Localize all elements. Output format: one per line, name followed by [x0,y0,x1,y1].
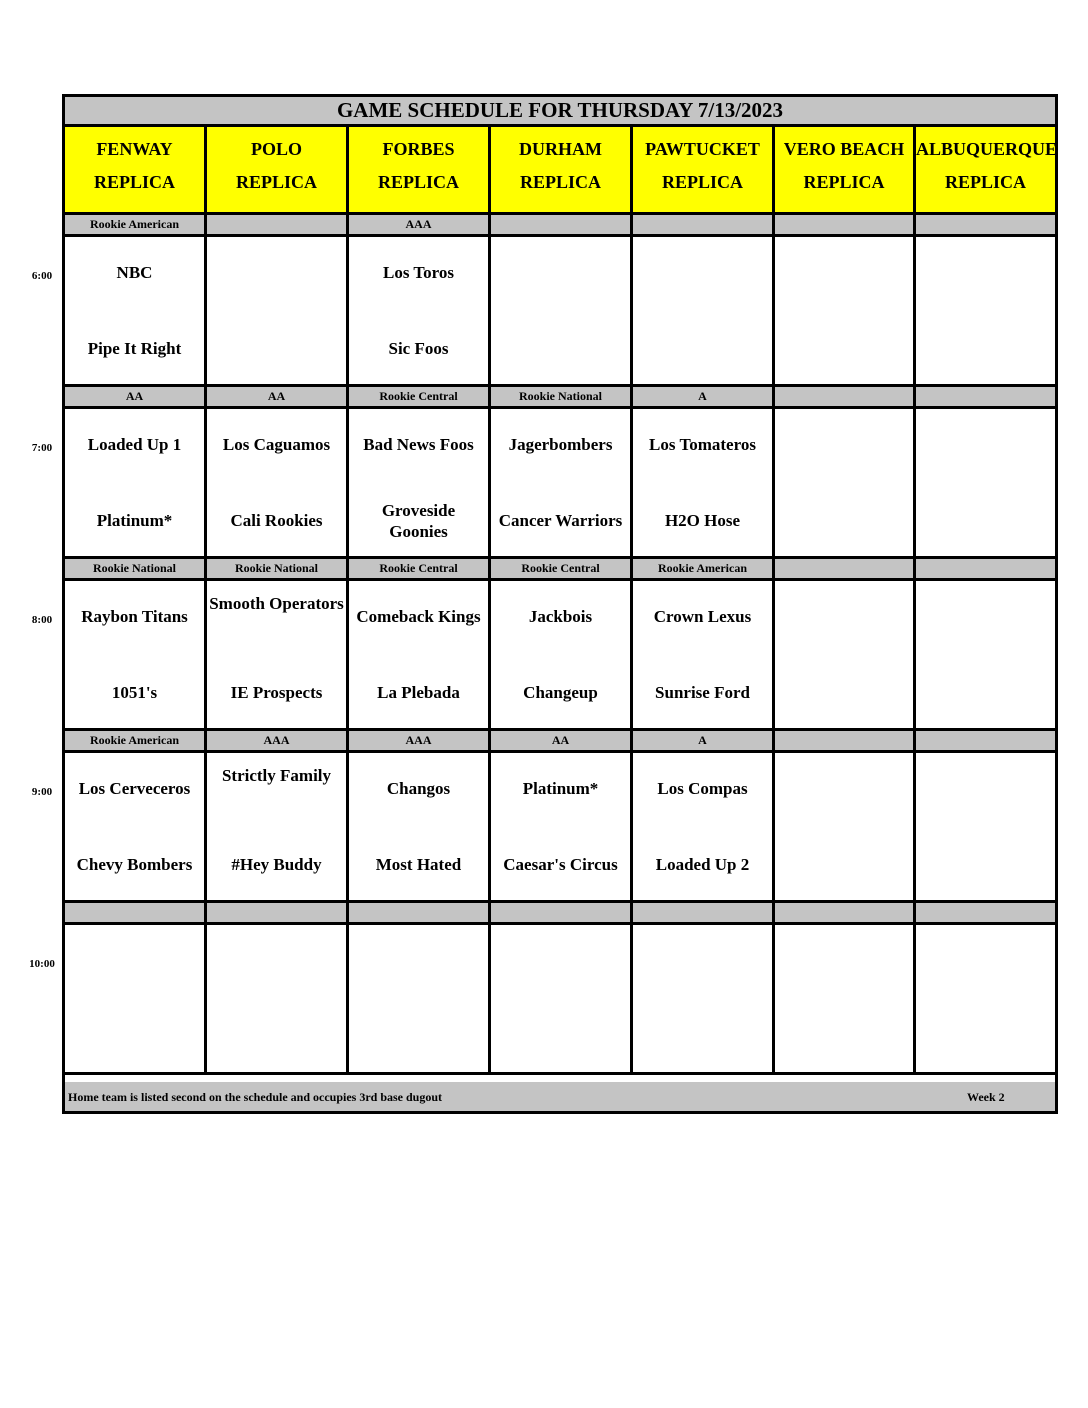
game-cell [491,753,633,903]
game-cell [775,237,916,387]
home-team: Loaded Up 2 [655,855,750,874]
division-label [207,903,349,925]
field-name: PAWTUCKET [645,139,760,159]
game-cell [65,753,207,903]
division-label: Rookie National [207,559,349,581]
field-type: REPLICA [519,172,601,192]
field-type: REPLICA [803,172,885,192]
time-label-8-00: 8:00 [31,614,53,626]
game-cell [65,409,207,559]
game-cell [65,237,207,387]
away-team: Los Caguamos [222,435,331,454]
division-label: Rookie Central [349,559,491,581]
game-cell [207,409,349,559]
game-cell [349,237,491,387]
home-team-note: Home team is listed second on the schedule and occupies 3rd base dugout [68,1090,443,1104]
away-team: Los Cerveceros [78,779,191,798]
away-team: Los Compas [657,779,748,798]
home-team: La Plebada [377,683,460,702]
division-label: A [633,387,775,409]
game-cell [207,753,349,903]
division-label: AA [491,731,633,753]
away-team: Platinum* [522,779,599,798]
division-label [207,215,349,237]
away-team: Comeback Kings [356,607,481,626]
division-label: Rookie Central [349,387,491,409]
game-cell [207,237,349,387]
home-team: Chevy Bombers [76,855,193,874]
game-cell [916,237,1055,387]
home-team: #Hey Buddy [231,855,322,874]
week-label: Week 2 [967,1090,1005,1104]
game-cell [775,581,916,731]
game-cell [349,409,491,559]
time-label-9-00: 9:00 [31,786,53,798]
field-name: ALBUQUERQUE [916,139,1058,159]
game-cell [491,925,633,1075]
division-label [65,903,207,925]
division-label [491,903,633,925]
home-team: Platinum* [96,511,173,530]
game-cell [349,753,491,903]
game-cell [491,409,633,559]
game-cell [633,753,775,903]
field-header-forbes [349,127,491,215]
away-team: Raybon Titans [81,607,188,626]
division-label [775,731,916,753]
field-header-durham [491,127,633,215]
game-cell [491,237,633,387]
home-team: Changeup [523,683,598,702]
time-label-6-00: 6:00 [31,270,53,282]
game-cell [207,925,349,1075]
game-cell [65,581,207,731]
field-name: FORBES [382,139,455,159]
away-team: NBC [116,263,153,282]
home-team: 1051's [111,683,158,702]
division-label [491,215,633,237]
field-header-pawtucket [633,127,775,215]
home-team: Pipe It Right [87,339,182,358]
game-cell [349,581,491,731]
game-cell [349,925,491,1075]
division-label: AA [65,387,207,409]
division-label: AAA [349,731,491,753]
field-header-albuquerque [916,127,1058,215]
division-label [775,903,916,925]
game-cell [916,581,1055,731]
away-team: Strictly Family [221,766,332,785]
field-name: FENWAY [96,139,173,159]
field-name: POLO [250,139,302,159]
division-label [916,731,1055,753]
division-label: A [633,731,775,753]
division-label: Rookie National [65,559,207,581]
division-label [349,903,491,925]
division-label: AAA [349,215,491,237]
home-team: H2O Hose [664,511,741,530]
home-team: Cali Rookies [230,511,323,530]
time-label-10-00: 10:00 [29,958,55,970]
field-name: DURHAM [519,139,602,159]
home-team: Most Hated [375,855,462,874]
division-label: Rookie National [491,387,633,409]
away-team: Los Tomateros [649,435,756,454]
game-cell [633,237,775,387]
away-team: Bad News Foos [363,435,474,454]
division-label: Rookie American [65,215,207,237]
game-cell [916,409,1055,559]
home-team: IE Prospects [230,683,323,702]
home-team: Sic Foos [388,339,449,358]
home-team: Sunrise Ford [655,683,750,702]
division-label [916,387,1055,409]
game-cell [633,925,775,1075]
field-header-fenway [65,127,207,215]
home-team: Cancer Warriors [498,511,623,530]
game-cell [633,581,775,731]
field-type: REPLICA [661,172,743,192]
division-label: Rookie American [65,731,207,753]
division-label [916,903,1055,925]
game-cell [491,581,633,731]
away-team: Changos [386,779,451,798]
away-team: Jackbois [528,607,593,626]
schedule-footer [65,1082,1055,1111]
division-label [916,559,1055,581]
field-name: VERO BEACH [783,139,905,159]
division-label: Rookie American [633,559,775,581]
field-header-vero-beach [775,127,916,215]
game-cell [207,581,349,731]
division-label [633,903,775,925]
game-cell [775,753,916,903]
away-team: Crown Lexus [653,607,752,626]
game-cell [775,925,916,1075]
division-label [916,215,1055,237]
division-label [775,387,916,409]
away-team: Loaded Up 1 [87,435,182,454]
away-team: Jagerbombers [508,435,613,454]
home-team: Groveside Goonies [381,501,456,541]
division-label: AAA [207,731,349,753]
game-cell [916,925,1055,1075]
home-team: Caesar's Circus [503,855,618,874]
division-label [633,215,775,237]
schedule-table [62,94,1058,1114]
field-header-polo [207,127,349,215]
game-cell [633,409,775,559]
field-type: REPLICA [377,172,459,192]
time-label-7-00: 7:00 [31,442,53,454]
game-cell [916,753,1055,903]
division-label: Rookie Central [491,559,633,581]
field-type: REPLICA [93,172,175,192]
away-team: Smooth Operators [209,594,344,613]
schedule-title: GAME SCHEDULE FOR THURSDAY 7/13/2023 [65,97,1055,127]
game-cell [775,409,916,559]
away-team: Los Toros [382,263,455,282]
field-type: REPLICA [235,172,317,192]
game-cell [65,925,207,1075]
division-label: AA [207,387,349,409]
division-label [775,559,916,581]
division-label [775,215,916,237]
field-type: REPLICA [944,172,1026,192]
